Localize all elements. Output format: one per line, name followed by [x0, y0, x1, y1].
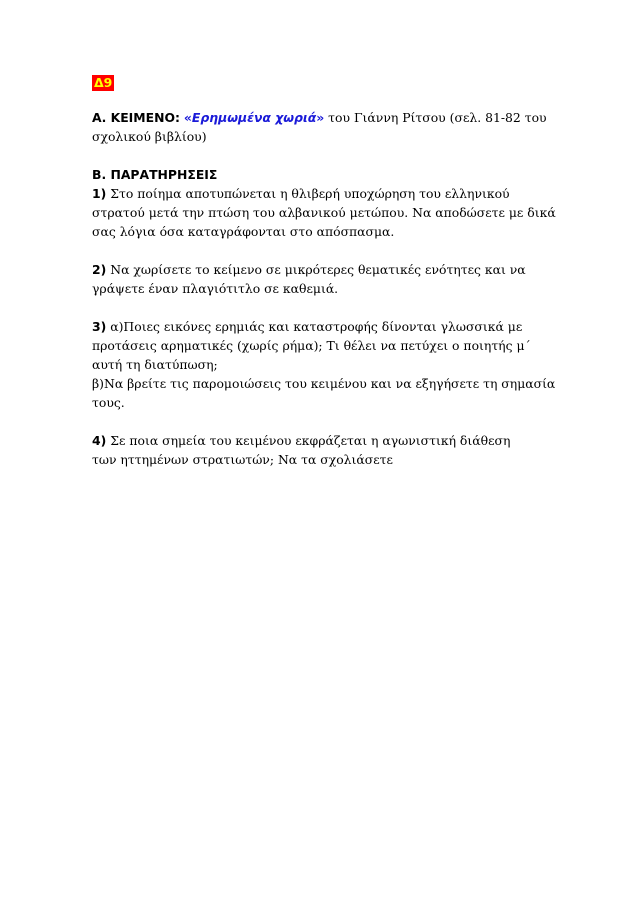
question-1-line-2: στρατού μετά την πτώση του αλβανικού μετώπου. Να αποδώσετε με δικά: [92, 205, 556, 220]
question-3-line-5: τους.: [92, 395, 125, 410]
question-3-number: 3): [92, 319, 107, 334]
question-2-text-1: Να χωρίσετε το κείμενο σε μικρότερες θεματικές ενότητες και να: [106, 262, 526, 277]
question-3: [92, 317, 562, 412]
section-text: [92, 108, 562, 146]
question-3-text-1: α)Ποιες εικόνες ερημιάς και καταστροφής δίνονται γλωσσικά με: [106, 319, 523, 334]
section-text-rest: του Γιάννη Ρίτσου (σελ. 81-82 του: [324, 110, 547, 125]
poem-title-open-quote: «: [183, 110, 192, 125]
question-3-line-1: [92, 317, 562, 336]
poem-title: [184, 110, 324, 125]
question-4-line-2: των ηττημένων στρατιωτών; Να τα σχολιάσετε: [92, 452, 393, 467]
document-content: [92, 72, 562, 469]
question-1-number: 1): [92, 186, 107, 201]
question-4-line-1: [92, 431, 562, 450]
section-text-heading: Α. ΚΕΙΜΕΝΟ:: [92, 110, 180, 125]
question-2-line-2: γράψετε έναν πλαγιότιτλο σε καθεμιά.: [92, 281, 339, 296]
question-1: [92, 184, 562, 241]
question-1-line-1: [92, 184, 562, 203]
question-3-line-2: προτάσεις αρηματικές (χωρίς ρήμα); Τι θέλει να πετύχει ο ποιητής μ΄: [92, 338, 531, 353]
section-observations: [92, 165, 562, 469]
section-text-line-2: σχολικού βιβλίου): [92, 129, 207, 144]
question-4-number: 4): [92, 433, 107, 448]
question-3-line-4: β)Να βρείτε τις παρομοιώσεις του κειμένου και να εξηγήσετε τη σημασία: [92, 376, 556, 391]
worksheet-tag: Δ9: [94, 75, 113, 90]
question-4-text-1: Σε ποια σημεία του κειμένου εκφράζεται η αγωνιστική διάθεση: [106, 433, 511, 448]
poem-title-text: Ερημωμένα χωριά: [191, 110, 317, 125]
question-1-line-3: σας λόγια όσα καταγράφονται στο απόσπασμα.: [92, 224, 395, 239]
question-2-number: 2): [92, 262, 107, 277]
question-3-line-3: αυτή τη διατύπωση;: [92, 357, 218, 372]
question-1-text-1: Στο ποίημα αποτυπώνεται η θλιβερή υποχώρηση του ελληνικού: [106, 186, 510, 201]
question-4: [92, 431, 562, 469]
question-2: [92, 260, 562, 298]
worksheet-tag-row: [92, 72, 562, 92]
question-2-line-1: [92, 260, 562, 279]
poem-title-close-quote: »: [316, 110, 325, 125]
section-text-line-1: [92, 108, 562, 127]
section-observations-heading: Β. ΠΑΡΑΤΗΡΗΣΕΙΣ: [92, 167, 218, 182]
